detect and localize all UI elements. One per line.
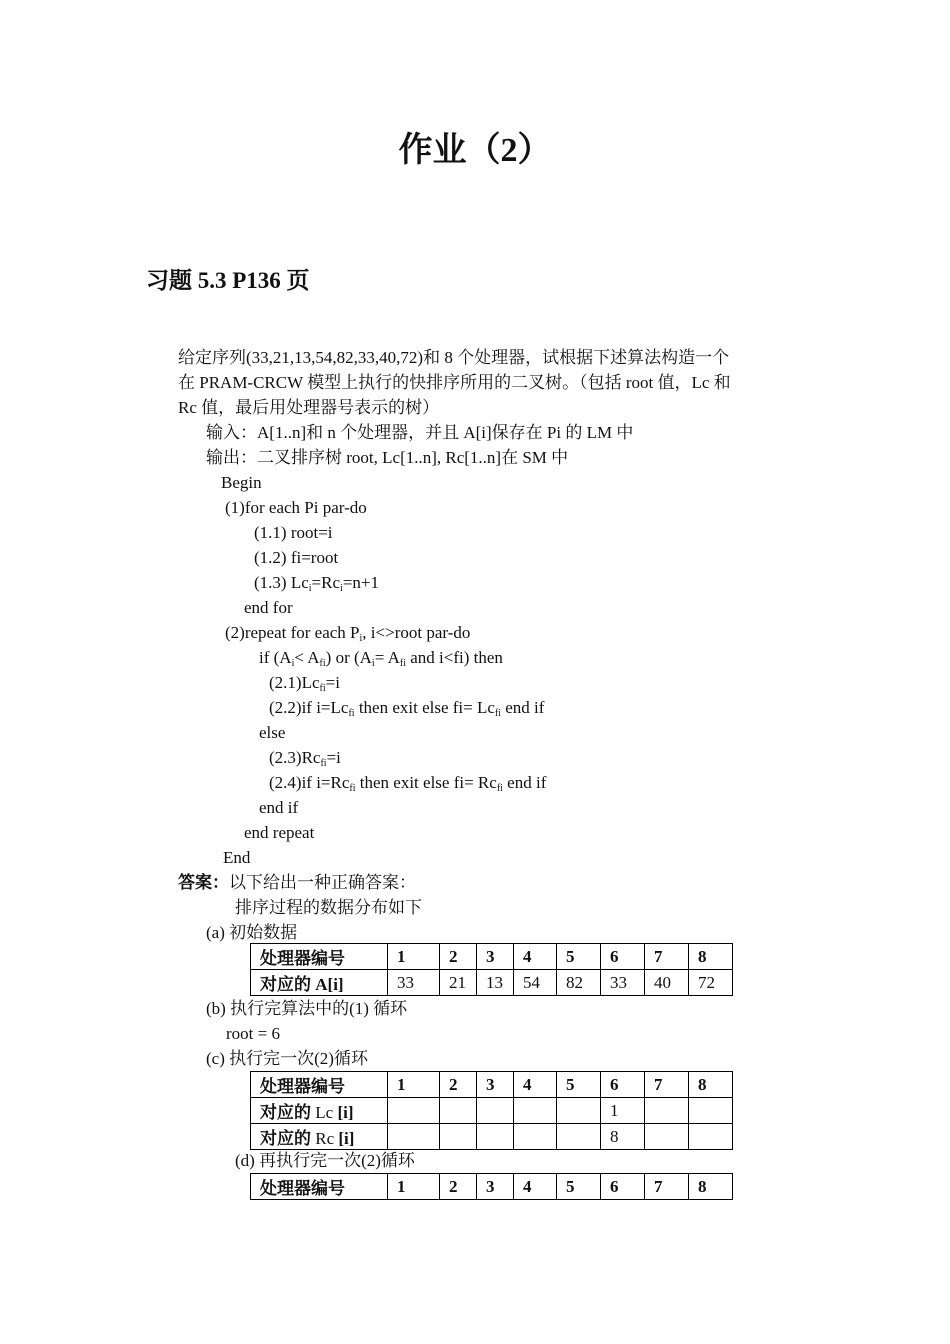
proc-num-cell: 5 — [557, 944, 601, 970]
algo-end-if: end if — [259, 798, 299, 817]
table-row — [251, 1072, 733, 1098]
table-after-first-loop — [250, 1071, 733, 1150]
rc-value-cell — [388, 1124, 440, 1150]
algo-step-2-1: $(2.1)Lc_{fi}=i$ — [269, 673, 340, 694]
proc-num-cell: 2 — [440, 1072, 477, 1098]
table-row — [251, 1174, 733, 1200]
problem-line-3: Rc 值，最后用处理器号表示的树） — [178, 398, 440, 417]
table-after-second-loop — [250, 1173, 733, 1200]
proc-num-cell: 3 — [477, 944, 514, 970]
rc-value-cell — [477, 1124, 514, 1150]
algo-end-for: end for — [244, 598, 293, 617]
algo-begin: Begin — [221, 473, 262, 492]
lc-value-cell: 1 — [601, 1098, 645, 1124]
answer-line — [178, 870, 416, 895]
proc-num-cell: 6 — [601, 1174, 645, 1200]
lc-value-cell — [645, 1098, 689, 1124]
proc-num-cell: 4 — [514, 1072, 557, 1098]
proc-num-cell: 8 — [689, 1072, 733, 1098]
problem-line-2: 在 PRAM-CRCW 模型上执行的快排序所用的二叉树。（包括 root 值，Lc 和 — [178, 373, 731, 392]
problem-line-1: 给定序列(33,21,13,54,82,33,40,72)和 8 个处理器，试根据下述算法构造一个 — [178, 348, 730, 367]
algo-end-repeat: end repeat — [244, 823, 315, 842]
rc-value-cell — [689, 1124, 733, 1150]
lc-value-cell — [388, 1098, 440, 1124]
page-title: 作业（2） — [398, 132, 552, 169]
proc-num-cell: 3 — [477, 1174, 514, 1200]
lc-value-cell — [514, 1098, 557, 1124]
algo-step-2: (2)repeat for each $P_i$, i<>root par-do — [225, 623, 471, 644]
step-d-label: (d) 再执行完一次(2)循环 — [235, 1151, 415, 1170]
table-header-cell: 处理器编号 — [251, 944, 388, 970]
table-row — [251, 970, 733, 996]
a-value-cell: 13 — [477, 970, 514, 996]
step-a-label: (a) 初始数据 — [206, 923, 298, 942]
rc-value-cell: 8 — [601, 1124, 645, 1150]
algo-else: else — [259, 723, 286, 742]
a-value-cell: 54 — [514, 970, 557, 996]
proc-num-cell: 3 — [477, 1072, 514, 1098]
proc-num-cell: 2 — [440, 1174, 477, 1200]
proc-num-cell: 6 — [601, 1072, 645, 1098]
lc-value-cell — [557, 1098, 601, 1124]
rc-value-cell — [514, 1124, 557, 1150]
a-value-cell: 33 — [601, 970, 645, 996]
proc-num-cell: 1 — [388, 1072, 440, 1098]
algo-step-1-3: (1.3) $Lc_i=Rc_i=n+1$ — [254, 573, 379, 594]
root-value: root = 6 — [226, 1024, 280, 1043]
proc-num-cell: 4 — [514, 1174, 557, 1200]
output-line: 输出：二叉排序树 root, Lc[1..n], Rc[1..n]在 SM 中 — [206, 448, 569, 467]
proc-num-cell: 8 — [689, 944, 733, 970]
table-row — [251, 944, 733, 970]
lc-value-cell — [477, 1098, 514, 1124]
proc-num-cell: 5 — [557, 1174, 601, 1200]
algo-step-2-3: $(2.3)Rc_{fi}=i$ — [269, 748, 341, 769]
rc-value-cell — [557, 1124, 601, 1150]
section-heading: 习题 5.3 P136 页 — [146, 268, 310, 293]
table-initial-data — [250, 943, 733, 996]
lc-value-cell — [689, 1098, 733, 1124]
answer-label: 答案： — [178, 873, 229, 892]
proc-num-cell: 7 — [645, 944, 689, 970]
proc-num-cell: 7 — [645, 1174, 689, 1200]
table-header-cell: 处理器编号 — [251, 1174, 388, 1200]
proc-num-cell: 1 — [388, 944, 440, 970]
proc-num-cell: 7 — [645, 1072, 689, 1098]
rc-value-cell — [440, 1124, 477, 1150]
step-b-label: (b) 执行完算法中的(1) 循环 — [206, 999, 408, 1018]
algo-step-1-2: (1.2) fi=root — [254, 548, 339, 567]
row-label-rc: 对应的 Rc [i] — [251, 1124, 388, 1150]
algo-step-2-4: (2.4)if $i=Rc_{fi}$ then exit else $fi= Rc_{fi}$ end if — [269, 773, 547, 794]
table-row — [251, 1124, 733, 1150]
a-value-cell: 82 — [557, 970, 601, 996]
algo-step-1-1: (1.1) root=i — [254, 523, 333, 542]
answer-distribution: 排序过程的数据分布如下 — [235, 898, 422, 917]
algo-if: if $(A_i< A_{fi})$ or ($A_i= A_{fi}$ and i<fi) then — [259, 648, 503, 669]
algo-step-1: (1)for each Pi par-do — [225, 498, 367, 517]
table-header-cell: 处理器编号 — [251, 1072, 388, 1098]
step-c-label: (c) 执行完一次(2)循环 — [206, 1049, 368, 1068]
a-value-cell: 72 — [689, 970, 733, 996]
input-line: 输入：A[1..n]和 n 个处理器，并且 A[i]保存在 Pi 的 LM 中 — [206, 423, 634, 442]
table-row — [251, 1098, 733, 1124]
proc-num-cell: 8 — [689, 1174, 733, 1200]
rc-value-cell — [645, 1124, 689, 1150]
a-value-cell: 33 — [388, 970, 440, 996]
proc-num-cell: 6 — [601, 944, 645, 970]
proc-num-cell: 1 — [388, 1174, 440, 1200]
proc-num-cell: 2 — [440, 944, 477, 970]
row-label-a: 对应的 A[i] — [251, 970, 388, 996]
answer-intro: 以下给出一种正确答案： — [229, 873, 416, 892]
a-value-cell: 40 — [645, 970, 689, 996]
row-label-lc: 对应的 Lc [i] — [251, 1098, 388, 1124]
proc-num-cell: 5 — [557, 1072, 601, 1098]
algo-step-2-2: (2.2)if $i=Lc_{fi}$ then exit else $fi= Lc_{fi}$ end if — [269, 698, 545, 719]
proc-num-cell: 4 — [514, 944, 557, 970]
lc-value-cell — [440, 1098, 477, 1124]
algo-end: End — [223, 848, 251, 867]
a-value-cell: 21 — [440, 970, 477, 996]
